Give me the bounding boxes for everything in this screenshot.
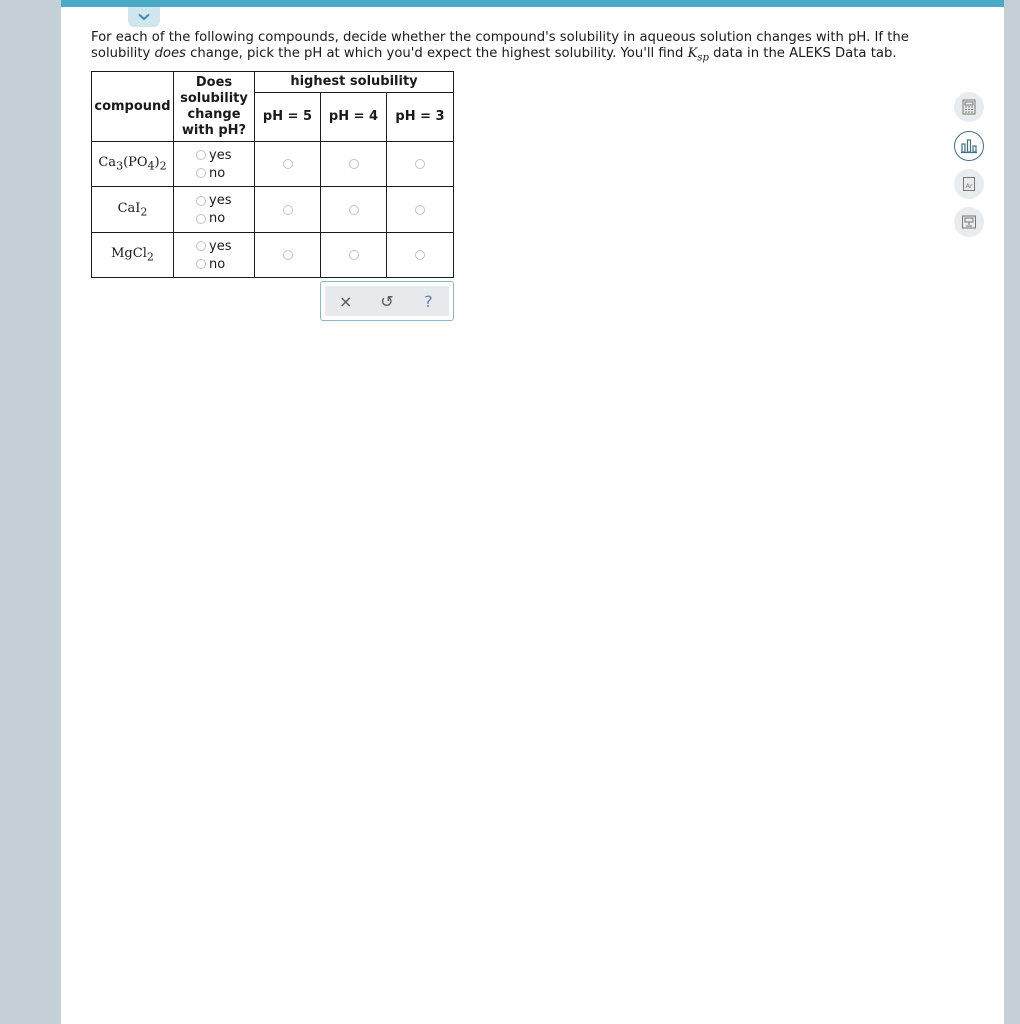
table-row xyxy=(92,233,454,278)
header-compound: compound xyxy=(92,72,174,142)
svg-text:Ar: Ar xyxy=(965,182,973,190)
radio-no[interactable] xyxy=(196,259,206,269)
question-part1: For each of the following compounds, decide whether the compound's solubility in aqueous solution changes with pH. If the solubility xyxy=(91,30,909,61)
radio-ph-3[interactable] xyxy=(415,159,425,169)
undo-button[interactable]: ↺ xyxy=(380,291,394,311)
clear-button[interactable]: × xyxy=(338,291,353,311)
ph-4-cell xyxy=(321,187,387,233)
radio-yes-label: yes xyxy=(209,193,232,208)
compound-formula: MgCl$_2$ xyxy=(111,246,154,264)
action-bar-inner xyxy=(325,286,449,316)
radio-ph-5[interactable] xyxy=(283,205,293,215)
action-bar xyxy=(320,281,454,321)
ph-4-cell xyxy=(321,142,387,187)
radio-yes[interactable] xyxy=(196,196,206,206)
question-emphasis: does xyxy=(154,46,186,61)
radio-no[interactable] xyxy=(196,168,206,178)
question-part3: data in the ALEKS Data tab. xyxy=(708,46,897,61)
table-row xyxy=(92,142,454,187)
radio-no[interactable] xyxy=(196,214,206,224)
radio-ph-4[interactable] xyxy=(349,159,359,169)
compound-formula: $Ca_3(PO_4)_2$ xyxy=(98,155,167,173)
header-ph-3: pH = 3 xyxy=(387,93,454,142)
ksp-symbol: $K_{sp}$ xyxy=(687,46,709,64)
question-panel xyxy=(61,0,1004,1024)
ph-3-cell xyxy=(387,142,454,187)
ph-4-cell xyxy=(321,233,387,278)
chart-button[interactable] xyxy=(954,131,984,161)
collapse-tab[interactable] xyxy=(128,7,160,27)
radio-ph-4[interactable] xyxy=(349,250,359,260)
radio-yes-label: yes xyxy=(209,147,232,163)
radio-no-label: no xyxy=(209,256,226,272)
periodic-table-button[interactable] xyxy=(954,169,984,199)
calculator-button[interactable] xyxy=(954,92,984,122)
radio-no-label: no xyxy=(209,165,226,181)
top-accent-bar xyxy=(61,0,1004,7)
radio-no-label: no xyxy=(209,211,226,226)
compound-cell xyxy=(92,233,174,278)
header-highest-solubility: highest solubility xyxy=(255,72,454,93)
compound-cell xyxy=(92,187,174,233)
header-ph-5: pH = 5 xyxy=(255,93,321,142)
help-button[interactable]: ? xyxy=(424,291,433,311)
data-icon xyxy=(961,214,977,230)
question-part2: change, pick the pH at which you'd expect the highest solubility. You'll find xyxy=(185,46,688,61)
calculator-icon xyxy=(962,99,976,115)
chart-icon xyxy=(960,138,978,154)
header-change: Does solubility change with pH? xyxy=(174,72,255,142)
radio-ph-3[interactable] xyxy=(415,205,425,215)
ph-3-cell xyxy=(387,187,454,233)
radio-ph-4[interactable] xyxy=(349,205,359,215)
radio-yes-label: yes xyxy=(209,238,232,254)
compound-cell xyxy=(92,142,174,187)
change-cell xyxy=(174,233,255,278)
change-cell xyxy=(174,187,255,233)
table-row xyxy=(92,187,454,233)
answer-table xyxy=(91,71,454,278)
ph-5-cell xyxy=(255,142,321,187)
chevron-down-icon xyxy=(138,13,150,21)
ph-5-cell xyxy=(255,187,321,233)
data-button[interactable] xyxy=(954,207,984,237)
compound-formula: CaI$_2$ xyxy=(117,200,148,219)
radio-ph-5[interactable] xyxy=(283,159,293,169)
radio-yes[interactable] xyxy=(196,241,206,251)
change-cell xyxy=(174,142,255,187)
question-text xyxy=(91,30,951,67)
header-ph-4: pH = 4 xyxy=(321,93,387,142)
ph-3-cell xyxy=(387,233,454,278)
periodic-table-icon xyxy=(962,176,976,192)
ph-5-cell xyxy=(255,233,321,278)
radio-ph-5[interactable] xyxy=(283,250,293,260)
radio-ph-3[interactable] xyxy=(415,250,425,260)
radio-yes[interactable] xyxy=(196,150,206,160)
